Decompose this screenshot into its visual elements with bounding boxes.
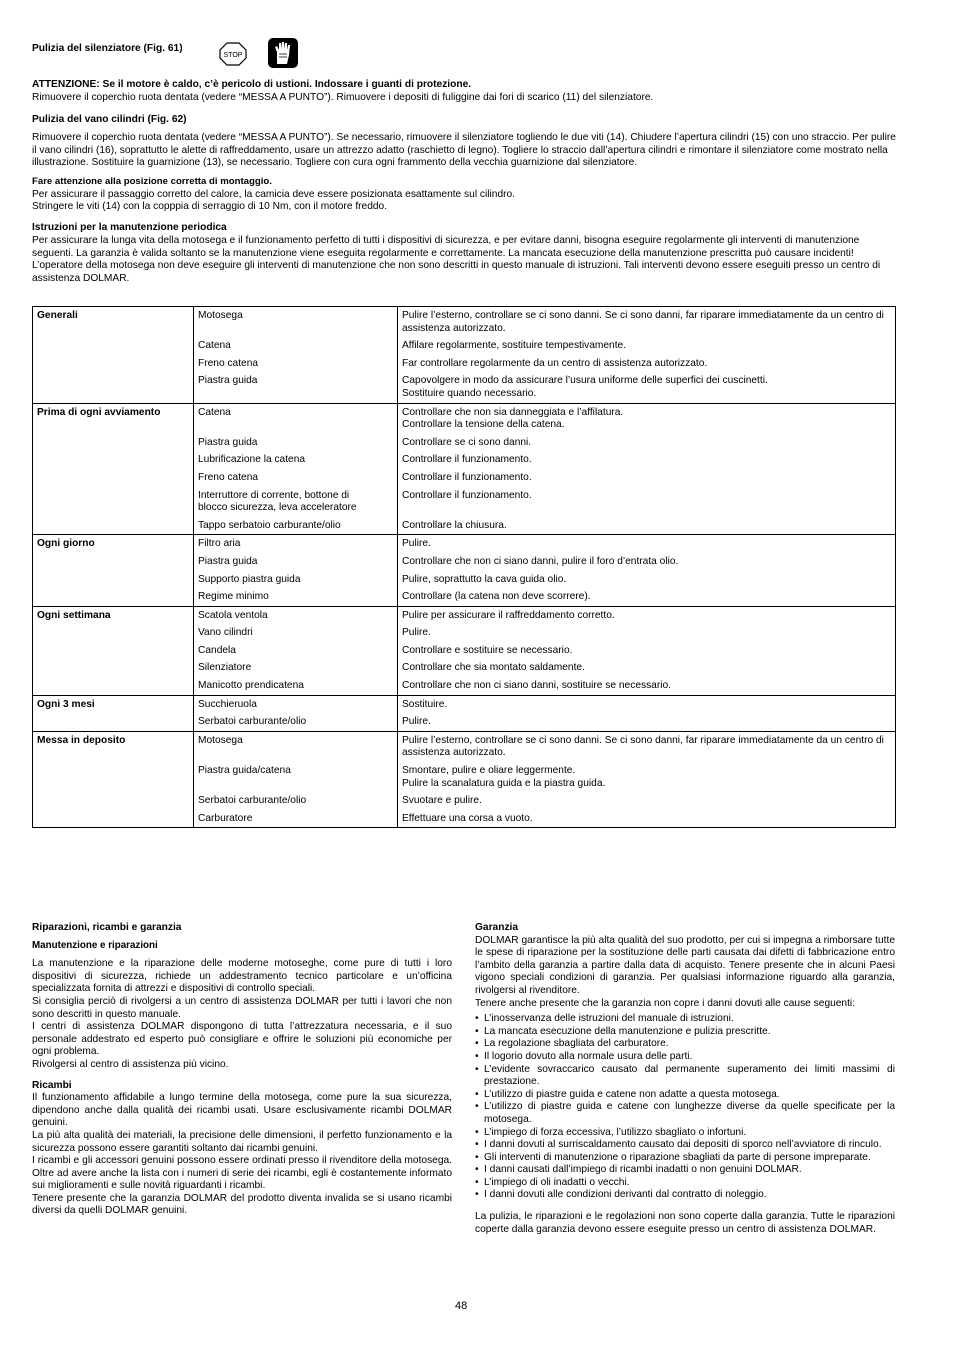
page-number: 48 <box>455 1300 468 1312</box>
list-item-text: L’inosservanza delle istruzioni del manuale di istruzioni. <box>484 1013 734 1025</box>
cylinder-title: Pulizia del vano cilindri (Fig. 62) <box>32 114 187 125</box>
silencer-title: Pulizia del silenziatore (Fig. 61) <box>32 43 183 54</box>
warranty-title: Garanzia <box>475 922 519 933</box>
table-group-cell <box>33 624 194 642</box>
table-group-cell: Messa in deposito <box>33 731 194 762</box>
table-item-cell: Motosega <box>194 307 398 338</box>
table-action-cell: Controllare che non sia danneggiata e l’affilatura. Controllare la tensione della catena. <box>398 403 896 434</box>
table-row <box>33 307 896 338</box>
table-action-cell: Controllare (la catena non deve scorrere). <box>402 591 591 603</box>
list-item-text: La regolazione sbagliata del carburatore. <box>484 1038 669 1050</box>
warranty-column <box>475 922 895 1236</box>
warranty-p2: Tenere anche presente che la garanzia non copre i danni dovuti alle cause seguenti: <box>475 997 856 1009</box>
table-action-cell: Controllare la chiusura. <box>402 519 507 531</box>
repairs-p4: Rivolgersi al centro di assistenza più vicino. <box>32 1058 229 1070</box>
list-item-text: L’utilizzo di piastre guida e catene con lunghezze diverse da quelle specificate per la motosega. <box>484 1101 895 1125</box>
table-row <box>33 451 896 469</box>
warranty-p1: DOLMAR garantisce la più alta qualità del suo prodotto, per cui si impegna a rimborsare tutte le spese di riparazione per la sostituzione delle parti causata dai difetti di fabbricazione entro l’ambito della garanzia a partire dalla data di acquisto. Tenere presente che in alcuni Paesi vigono speciali condizioni di garanzia. Per qualsiasi informazione riguardo alla garanzia, rivolgersi al rivenditore. <box>475 934 895 996</box>
table-action-cell: Controllare che non ci siano danni, pulire il foro d’entrata olio. <box>402 555 679 567</box>
list-item <box>475 1013 895 1026</box>
table-item-cell: Piastra guida/catena <box>194 762 398 792</box>
table-item-cell: Succhieruola <box>194 695 398 713</box>
list-item-text: L’utilizzo di piastre guida e catene non adatte a questa motosega. <box>484 1088 780 1100</box>
table-row <box>33 762 896 792</box>
list-item <box>475 1164 895 1177</box>
warranty-p3: La pulizia, le riparazioni e le regolazioni non sono coperte dalla garanzia. Tutte le riparazioni coperte dalla garanzia devono essere eseguite presso un centro di assistenza DOLMAR. <box>475 1211 895 1235</box>
table-group-cell <box>33 571 194 589</box>
periodic-section <box>32 235 896 285</box>
table-row <box>33 403 896 434</box>
table-row <box>33 792 896 810</box>
table-group-cell: Ogni giorno <box>33 535 194 553</box>
cylinder-text: Rimuovere il coperchio ruota dentata (vedere “MESSA A PUNTO”). Se necessario, rimuovere il silenziatore togliendo le due viti (14). Chiudere l’apertura cilindri (15) con uno straccio. Per pulire il vano cilindri (16), soprattutto le alette di raffreddamento, usare un attrezzo adatto (raschietto di legno). Togliere lo straccio dall’apertura cilindri e rimontare il silenziatore come mostrato nella illustrazione. Sostituire la guarnizione (13), se necessario. Togliere con cura ogni frammento della vecchia guarnizione dal silenziatore. <box>32 132 896 169</box>
bullet-icon: • <box>475 1038 479 1050</box>
table-row <box>33 355 896 373</box>
table-group-cell <box>33 642 194 660</box>
warranty-list <box>475 1013 895 1202</box>
spare-p2: La più alta qualità dei materiali, la precisione delle dimensioni, il perfetto funzionamento e la sicurezza possono essere garantiti soltanto dai ricambi genuini. <box>32 1129 452 1154</box>
periodic-text1: Per assicurare la lunga vita della motosega e il funzionamento perfetto di tutti i dispositivi di sicurezza, e per evitare danni, bisogna eseguire regolarmente gli interventi di manutenzione seguenti. La garanzia è valida soltanto se la manutenzione viene eseguita regolarmente e correttamente. La mancata esecuzione della manutenzione prescritta può causare incidenti! <box>32 235 860 259</box>
table-action-cell: Controllare che non ci siano danni, sostituire se necessario. <box>402 680 671 692</box>
table-action-cell: Controllare e sostituire se necessario. <box>402 644 573 656</box>
list-item <box>475 1127 895 1140</box>
table-action-cell: Pulire. <box>402 627 431 639</box>
spare-title: Ricambi <box>32 1079 72 1091</box>
bullet-icon: • <box>475 1139 479 1151</box>
table-action-cell: Pulire. <box>398 535 896 553</box>
table-group-cell: Generali <box>33 307 194 338</box>
table-row <box>33 713 896 731</box>
table-item-cell: Supporto piastra guida <box>194 571 398 589</box>
table-group-cell <box>33 677 194 695</box>
list-item <box>475 1038 895 1051</box>
repairs-subtitle: Manutenzione e riparazioni <box>32 939 158 951</box>
table-action-cell: Smontare, pulire e oliare leggermente. Pulire la scanalatura guida e la piastra guida. <box>402 765 606 789</box>
periodic-text2: L’operatore della motosega non deve eseguire gli interventi di manutenzione che non sono descritti in questo manuale di istruzioni. Tali interventi devono essere eseguiti presso un centro di assistenza DOLMAR. <box>32 260 881 284</box>
spare-p1: Il funzionamento affidabile a lungo termine della motosega, come pure la sua sicurezza, dipendono anche dalla qualità dei ricambi usati. Usare esclusivamente ricambi DOLMAR genuini. <box>32 1092 452 1129</box>
table-group-cell <box>33 517 194 535</box>
table-group-cell <box>33 810 194 828</box>
bullet-icon: • <box>475 1050 479 1062</box>
silencer-section <box>32 79 896 104</box>
table-action-cell: Capovolgere in modo da assicurare l’usura uniforme delle superfici dei cuscinetti. Sostituire quando necessario. <box>402 375 768 399</box>
bullet-icon: • <box>475 1164 479 1176</box>
repairs-title: Riparazioni, ricambi e garanzia <box>32 922 182 933</box>
repairs-p2: Si consiglia perciò di rivolgersi a un centro di assistenza DOLMAR per tutti i lavori che non sono descritti in questo manuale. <box>32 995 452 1020</box>
list-item-text: L’impiego di oli inadatti o vecchi. <box>484 1176 630 1188</box>
table-action-cell: Pulire. <box>402 716 431 728</box>
table-row <box>33 372 896 403</box>
bullet-icon: • <box>475 1101 479 1113</box>
table-action-cell: Pulire l’esterno, controllare se ci sono danni. Se ci sono danni, far riparare immediatamente da un centro di assistenza autorizzato. <box>398 731 896 762</box>
table-action-cell: Pulire l’esterno, controllare se ci sono danni. Se ci sono danni, far riparare immediatamente da un centro di assistenza autorizzato. <box>398 307 896 338</box>
list-item-text: Il logorio dovuto alla normale usura delle parti. <box>484 1050 693 1062</box>
table-item-cell: Tappo serbatoio carburante/olio <box>194 517 398 535</box>
table-item-cell: Freno catena <box>194 355 398 373</box>
table-row <box>33 606 896 624</box>
list-item <box>475 1189 895 1202</box>
table-action-cell: Svuotare e pulire. <box>402 795 482 807</box>
table-action-cell: Controllare se ci sono danni. <box>402 436 532 448</box>
list-item <box>475 1101 895 1126</box>
bullet-icon: • <box>475 1063 479 1075</box>
table-action-cell: Pulire, soprattutto la cava guida olio. <box>402 573 567 585</box>
table-row <box>33 731 896 762</box>
table-row <box>33 535 896 553</box>
table-action-cell: Far controllare regolarmente da un centro di assistenza autorizzato. <box>402 357 708 369</box>
table-row <box>33 695 896 713</box>
table-group-cell <box>33 713 194 731</box>
list-item <box>475 1152 895 1165</box>
silencer-warning: ATTENZIONE: Se il motore è caldo, c’è pericolo di ustioni. Indossare i guanti di protezione. <box>32 79 472 90</box>
table-item-cell: Lubrificazione la catena <box>194 451 398 469</box>
table-item-cell: Catena <box>194 337 398 355</box>
bullet-icon: • <box>475 1013 479 1025</box>
table-group-cell <box>33 487 194 517</box>
table-action-cell: Controllare il funzionamento. <box>402 471 532 483</box>
cylinder-section <box>32 132 896 170</box>
table-row <box>33 469 896 487</box>
table-item-cell: Piastra guida <box>194 372 398 403</box>
table-item-cell: Freno catena <box>194 469 398 487</box>
table-item-cell: Serbatoi carburante/olio <box>194 713 398 731</box>
table-row <box>33 571 896 589</box>
table-action-cell: Controllare che sia montato saldamente. <box>402 662 585 674</box>
table-row <box>33 624 896 642</box>
list-item-text: I danni dovuti alle condizioni derivanti dal contratto di noleggio. <box>484 1189 767 1201</box>
mount-head: Fare attenzione alla posizione corretta di montaggio. <box>32 176 272 187</box>
table-group-cell <box>33 451 194 469</box>
table-row <box>33 588 896 606</box>
list-item <box>475 1177 895 1190</box>
list-item <box>475 1026 895 1039</box>
list-item-text: Gli interventi di manutenzione o riparazione sbagliati da parte di persone impreparate. <box>484 1151 871 1163</box>
table-group-cell <box>33 469 194 487</box>
bullet-icon: • <box>475 1189 479 1201</box>
table-item-cell: Regime minimo <box>194 588 398 606</box>
list-item-text: L’evidente sovraccarico causato dal permanente superamento dei limiti massimi di prestazione. <box>484 1063 895 1088</box>
protective-glove-icon <box>268 38 298 68</box>
table-item-cell: Candela <box>194 642 398 660</box>
table-row <box>33 517 896 535</box>
list-item <box>475 1089 895 1102</box>
mount-text2: Stringere le viti (14) con la copppia di serraggio di 10 Nm, con il motore freddo. <box>32 201 388 213</box>
repairs-p1: La manutenzione e la riparazione delle moderne motoseghe, come pure di tutti i loro dispositivi di sicurezza, richiede un addestramento tecnico particolare e un’officina specializzata fornita di attrezzi e dispositivi di controllo speciali. <box>32 958 452 995</box>
table-group-cell: Prima di ogni avviamento <box>33 403 194 434</box>
bullet-icon: • <box>475 1025 479 1037</box>
table-row <box>33 677 896 695</box>
table-item-cell: Serbatoi carburante/olio <box>194 792 398 810</box>
table-group-cell <box>33 434 194 452</box>
spare-p3: I ricambi e gli accessori genuini possono essere ordinati presso il rivenditore della motosega. Oltre ad avere anche la lista con i numeri di serie dei ricambi, egli è costantemente informato sui miglioramenti e sulle novità riguardanti i ricambi. <box>32 1155 452 1192</box>
table-action-cell: Sostituire. <box>398 695 896 713</box>
table-item-cell: Catena <box>194 403 398 434</box>
list-item-text: I danni causati dall’impiego di ricambi inadatti o non genuini DOLMAR. <box>484 1164 802 1176</box>
mount-text1: Per assicurare il passaggio corretto del calore, la camicia deve essere posizionata esattamente sul cilindro. <box>32 188 516 200</box>
list-item-text: I danni dovuti al surriscaldamento causato dai depositi di sporco nell’avviatore di rinculo. <box>484 1139 882 1151</box>
table-action-cell: Effettuare una corsa a vuoto. <box>402 812 533 824</box>
bullet-icon: • <box>475 1088 479 1100</box>
table-group-cell <box>33 762 194 792</box>
stop-sign-label: STOP <box>223 52 243 59</box>
periodic-title: Istruzioni per la manutenzione periodica <box>32 222 227 233</box>
table-item-cell: Vano cilindri <box>194 624 398 642</box>
table-item-cell: Piastra guida <box>194 434 398 452</box>
table-item-cell: Silenziatore <box>194 659 398 677</box>
spare-p4: Tenere presente che la garanzia DOLMAR del prodotto diventa invalida se si usano ricambi diversi da quelli DOLMAR genuini. <box>32 1192 452 1217</box>
table-item-cell: Carburatore <box>194 810 398 828</box>
table-group-cell: Ogni 3 mesi <box>33 695 194 713</box>
table-group-cell <box>33 337 194 355</box>
table-row <box>33 659 896 677</box>
table-row <box>33 434 896 452</box>
list-item <box>475 1064 895 1089</box>
table-action-cell: Affilare regolarmente, sostituire tempestivamente. <box>402 340 627 352</box>
mount-section <box>32 176 896 214</box>
repairs-column <box>32 922 452 1218</box>
list-item <box>475 1139 895 1152</box>
table-action-cell: Controllare il funzionamento. <box>402 489 532 501</box>
bullet-icon: • <box>475 1151 479 1163</box>
silencer-text: Rimuovere il coperchio ruota dentata (vedere “MESSA A PUNTO”). Rimuovere i depositi di fuliggine dai fori di scarico (11) del silenziatore. <box>32 91 654 103</box>
table-item-cell: Filtro aria <box>194 535 398 553</box>
bullet-icon: • <box>475 1176 479 1188</box>
table-action-cell: Controllare il funzionamento. <box>402 454 532 466</box>
table-group-cell <box>33 659 194 677</box>
table-row <box>33 810 896 828</box>
table-item-cell: Manicotto prendicatena <box>194 677 398 695</box>
table-item-cell: Piastra guida <box>194 553 398 571</box>
table-item-cell: Scatola ventola <box>194 606 398 624</box>
table-item-cell: Interruttore di corrente, bottone di blocco sicurezza, leva acceleratore <box>194 487 398 517</box>
table-row <box>33 487 896 517</box>
list-item <box>475 1051 895 1064</box>
table-group-cell <box>33 792 194 810</box>
table-group-cell <box>33 588 194 606</box>
list-item-text: La mancata esecuzione della manutenzione e pulizia prescritte. <box>484 1025 771 1037</box>
repairs-p3: I centri di assistenza DOLMAR dispongono di tutta l’attrezzatura necessaria, e il suo personale addestrato ed esperto può consigliare e offrire le soluzioni più economiche per ogni problema. <box>32 1021 452 1058</box>
list-item-text: L’impiego di forza eccessiva, l’utilizzo sbagliato o infortuni. <box>484 1126 747 1138</box>
table-row <box>33 642 896 660</box>
stop-sign-icon <box>219 42 247 66</box>
table-row <box>33 553 896 571</box>
table-group-cell <box>33 553 194 571</box>
bullet-icon: • <box>475 1126 479 1138</box>
table-group-cell <box>33 355 194 373</box>
table-item-cell: Motosega <box>194 731 398 762</box>
maintenance-table <box>32 306 896 828</box>
table-action-cell: Pulire per assicurare il raffreddamento corretto. <box>398 606 896 624</box>
table-group-cell: Ogni settimana <box>33 606 194 624</box>
table-group-cell <box>33 372 194 403</box>
table-row <box>33 337 896 355</box>
